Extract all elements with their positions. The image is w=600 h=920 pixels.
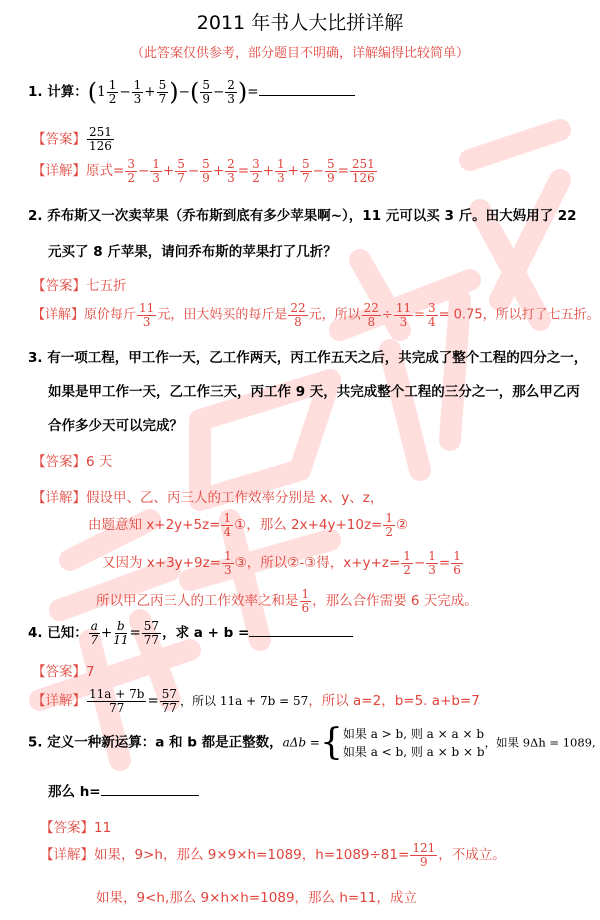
q3-detail-4: 所以甲乙丙三人的工作效率之和是 $\frac{1}{6}$ ，那么合作需要 6 天完成。 [96,587,478,615]
q5-detail-2: 如果，9<h,那么 9×h×h=1089，那么 h=11，成立 [96,890,417,906]
q4-answer: 【答案】7 [32,664,95,680]
q3-answer: 【答案】6 天 [32,454,113,470]
q2-detail: 【详解】原价每斤 $\frac{11}{3}$ 元，田大妈买的每斤是 $\frac{22}{8}$ 元，所以 $\frac{22}{8}$ ÷ $\frac{11}{3}$ = $\frac{3}{4}$ = 0.75，所以打了七五折。 [32,301,600,329]
q3-detail-3: 又因为 x+3y+9z= $\frac{1}{3}$ ③，所以②-③得，x+y+z= $\frac{1}{2}$ − $\frac{1}{3}$ = $\frac{1}{6}$ [102,549,461,577]
page-title: 2011 年书人大比拼详解 [196,12,404,34]
q3-detail-1: 【详解】假设甲、乙、丙三人的工作效率分别是 x、y、z， [32,490,384,506]
question-3-line-3: 合作多少天可以完成？ [48,418,183,434]
question-1: 1. 计算：(1 $\frac{1}{2}$ − $\frac{1}{3}$ + $\frac{5}{7}$ )−( $\frac{5}{9}$ − $\frac{2}{3}$ )= [28,78,355,106]
q3-detail-2: 由题意知 x+2y+5z= $\frac{1}{4}$ ①，那么 2x+4y+10z= $\frac{1}{2}$ ② [88,511,409,539]
page-subtitle: （此答案仅供参考，部分题目不明确，详解编得比较简单） [130,46,469,61]
question-2-line-1: 2. 乔布斯又一次卖苹果（乔布斯到底有多少苹果啊~），11 元可以买 3 斤。田大妈用了 22 [28,208,577,224]
question-4: 4. 已知： $\frac{a}{7}$ + $\frac{b}{11}$ = $\frac{57}{77}$ ，求 a + b = [28,620,353,646]
q2-answer: 【答案】七五折 [32,278,127,294]
question-3-line-1: 3. 有一项工程，甲工作一天，乙工作两天，丙工作五天之后，共完成了整个工程的四分之一， [28,350,588,366]
question-3-line-2: 如果是甲工作一天，乙工作三天，丙工作 9 天，共完成整个工程的三分之一，那么甲乙丙 [48,384,580,400]
question-5: 5. 定义一种新运算：a 和 b 都是正整数，aΔb ={ 如果 a > b, 则 a × a × b 如果 a < b, 则 a × b × b ，如果 9Δh = 1089, [28,722,596,763]
q1-detail: 【详解】原式= $\frac{3}{2}$ − $\frac{1}{3}$ + $\frac{5}{7}$ − $\frac{5}{9}$ + $\frac{2}{3}$ = $\frac{3}{2}$ + $\frac{1}{3}$ + $\frac{5}{7}$ − $\frac{5}{9}$ = $\frac{251}{126}$ [32,157,375,185]
q1-answer: 【答案】 $\frac{251}{126}$ [32,125,112,153]
q4-detail: 【详解】 $\frac{11a + 7b}{77}$ = $\frac{57}{77}$ ，所以 11a + 7b = 57，所以 a=2，b=5. a+b=7 [32,687,480,715]
q5-answer: 【答案】11 [40,820,112,836]
question-2-line-2: 元买了 8 斤苹果，请问乔布斯的苹果打了几折？ [48,244,337,260]
q5-detail-1: 【详解】如果，9>h，那么 9×9×h=1089，h=1089÷81= $\frac{121}{9}$ ，不成立。 [40,841,506,869]
question-5-line-2: 那么 h= [48,780,199,800]
